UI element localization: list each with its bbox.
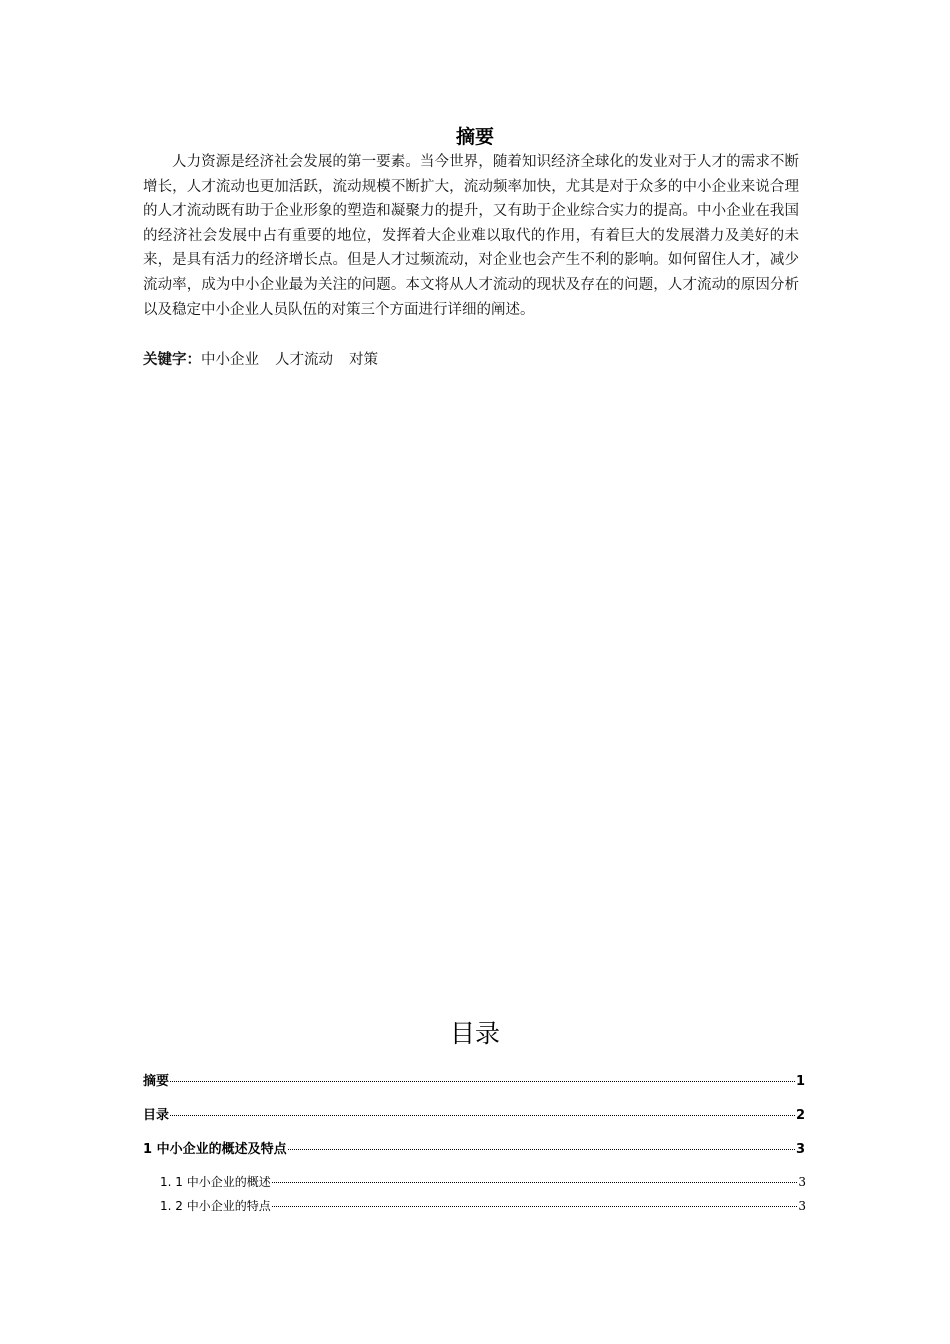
toc-entry-page: 3 (798, 1175, 806, 1189)
toc-entry-section-1-2[interactable] (160, 1197, 806, 1214)
toc-leader-dots (170, 1114, 795, 1116)
toc-entry-page: 3 (798, 1199, 806, 1213)
keywords-label: 关键字： (143, 352, 201, 368)
toc-leader-dots (272, 1181, 798, 1183)
toc-entry-label: 1 中小企业的概述及特点 (143, 1142, 287, 1157)
toc-entry-page: 2 (795, 1108, 805, 1123)
toc-entry-label: 目录 (143, 1108, 170, 1123)
toc-entry-label: 1. 1 中小企业的概述 (160, 1175, 271, 1189)
toc-title: 目录 (449, 1019, 500, 1048)
toc-entry-page: 1 (795, 1074, 805, 1089)
toc-entry-contents[interactable] (143, 1104, 805, 1123)
toc-entry-label: 摘要 (143, 1074, 170, 1089)
abstract-body: 人力资源是经济社会发展的第一要素。当今世界，随着知识经济全球化的发业对于人才的需求不断增长，人才流动也更加活跃，流动规模不断扩大，流动频率加快，尤其是对于众多的中小企业来说合理的人才流动既有助于企业形象的塑造和凝聚力的提升，又有助于企业综合实力的提高。中小企业在我国的经济社会发展中占有重要的地位，发挥着大企业难以取代的作用，有着巨大的发展潜力及美好的未来，是具有活力的经济增长点。但是人才过频流动，对企业也会产生不利的影响。如何留住人才，减少流动率，成为中小企业最为关注的问题。本文将从人才流动的现状及存在的问题，人才流动的原因分析以及稳定中小企业人员队伍的对策三个方面进行详细的阐述。 (143, 154, 799, 318)
toc-entry-label: 1. 2 中小企业的特点 (160, 1199, 271, 1213)
toc-leader-dots (170, 1080, 795, 1082)
keyword: 人才流动 (275, 352, 333, 368)
keywords-line (143, 349, 799, 371)
toc-entry-abstract[interactable] (143, 1070, 805, 1089)
keyword: 对策 (349, 352, 378, 368)
keyword: 中小企业 (201, 352, 259, 368)
toc-entry-section-1-1[interactable] (160, 1173, 806, 1190)
toc-entry-chapter-1[interactable] (143, 1138, 805, 1157)
abstract-title: 摘要 (455, 126, 494, 148)
toc-leader-dots (288, 1148, 795, 1150)
toc-leader-dots (272, 1205, 798, 1207)
toc-entry-page: 3 (795, 1142, 805, 1157)
